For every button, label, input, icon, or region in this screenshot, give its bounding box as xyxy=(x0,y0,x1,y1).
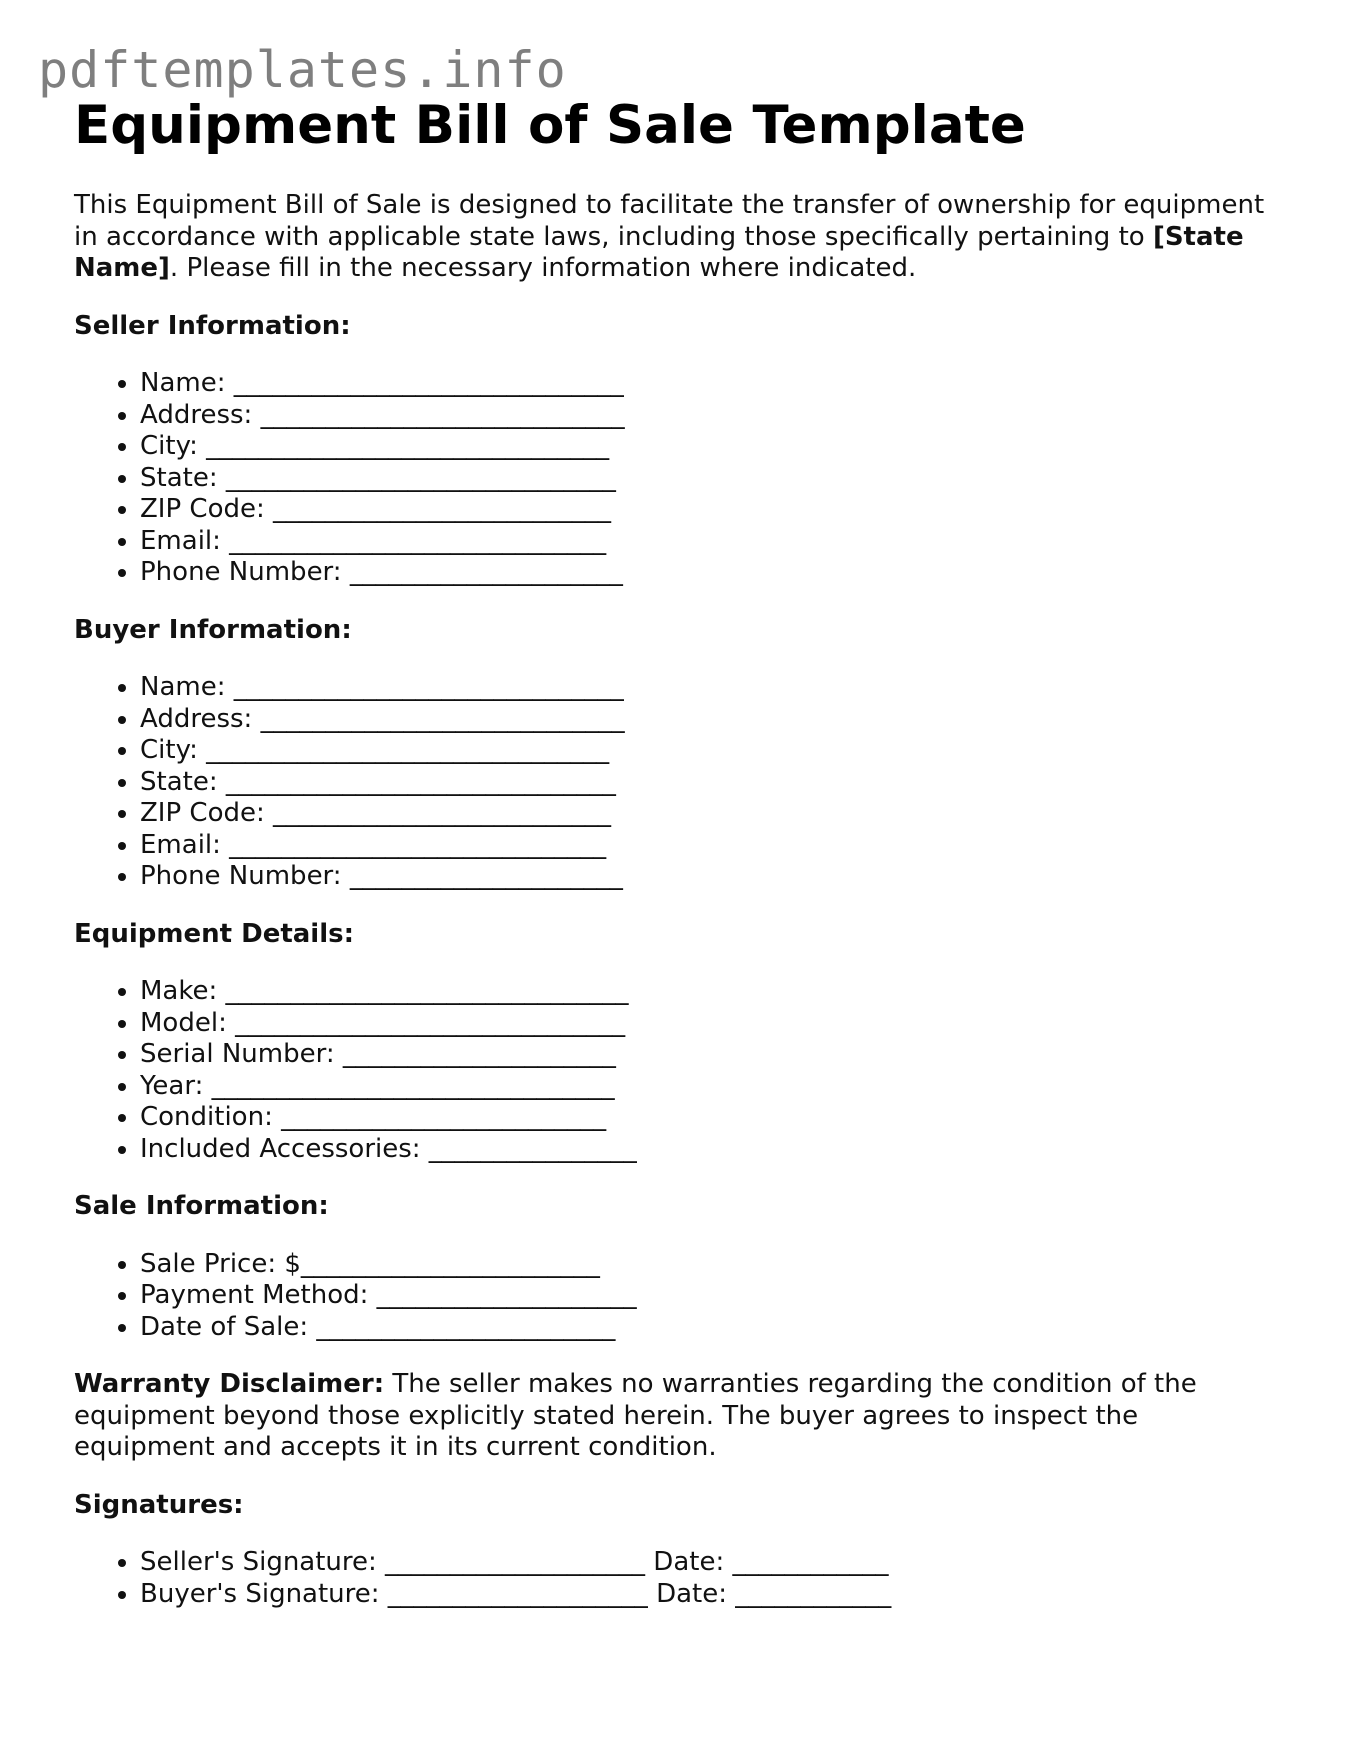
buyer-field-list xyxy=(74,672,1284,893)
seller-phone-field: • Phone Number: _____________________ xyxy=(140,557,1284,589)
warranty-label: Warranty Disclaimer: xyxy=(74,1369,385,1399)
warranty-text: The seller makes no warranties regarding the condition of the equipment beyond those explicitly stated herein. The buyer agrees to inspect the equipment and accepts it in its current condition. xyxy=(74,1369,1197,1462)
buyer-section-heading: Buyer Information: xyxy=(74,614,352,645)
intro-text-after: . Please fill in the necessary information where indicated. xyxy=(169,253,917,283)
equipment-make-field: • Make: _______________________________ xyxy=(140,976,1284,1008)
buyer-zip-field: • ZIP Code: __________________________ xyxy=(140,798,1284,830)
watermark: pdftemplates.info xyxy=(38,41,567,99)
signatures-section-heading: Signatures: xyxy=(74,1489,244,1520)
seller-field-list xyxy=(74,368,1284,589)
buyer-city-field: • City: _______________________________ xyxy=(140,735,1284,767)
intro-paragraph xyxy=(74,190,1284,285)
warranty-disclaimer xyxy=(74,1369,1284,1464)
buyer-signature-field: • Buyer's Signature: ____________________ Date: ____________ xyxy=(140,1579,1284,1611)
buyer-phone-field: • Phone Number: _____________________ xyxy=(140,861,1284,893)
page-title: Equipment Bill of Sale Template xyxy=(74,95,1026,156)
seller-city-field: • City: _______________________________ xyxy=(140,431,1284,463)
equipment-year-field: • Year: _______________________________ xyxy=(140,1071,1284,1103)
document-page xyxy=(74,90,1284,1610)
seller-email-field: • Email: _____________________________ xyxy=(140,526,1284,558)
seller-zip-field: • ZIP Code: __________________________ xyxy=(140,494,1284,526)
date-of-sale-field: • Date of Sale: _______________________ xyxy=(140,1312,1284,1344)
payment-method-field: • Payment Method: ____________________ xyxy=(140,1280,1284,1312)
equipment-model-field: • Model: ______________________________ xyxy=(140,1008,1284,1040)
buyer-state-field: • State: ______________________________ xyxy=(140,767,1284,799)
seller-address-field: • Address: ____________________________ xyxy=(140,400,1284,432)
seller-section-heading: Seller Information: xyxy=(74,310,351,341)
state-name-placeholder: [State Name] xyxy=(74,221,1244,283)
seller-name-field: • Name: ______________________________ xyxy=(140,368,1284,400)
sale-price-field: • Sale Price: $_______________________ xyxy=(140,1249,1284,1281)
buyer-email-field: • Email: _____________________________ xyxy=(140,830,1284,862)
equipment-condition-field: • Condition: _________________________ xyxy=(140,1102,1284,1134)
equipment-field-list xyxy=(74,976,1284,1165)
sale-section-heading: Sale Information: xyxy=(74,1191,329,1221)
equipment-serial-field: • Serial Number: _____________________ xyxy=(140,1039,1284,1071)
intro-text-before: This Equipment Bill of Sale is designed to facilitate the transfer of ownership for equipment in accordance with applicable state laws, including those specifically pertaining to xyxy=(74,190,1265,252)
seller-signature-field: • Seller's Signature: ____________________ Date: ____________ xyxy=(140,1547,1284,1579)
buyer-address-field: • Address: ____________________________ xyxy=(140,704,1284,736)
equipment-accessories-field: • Included Accessories: ________________ xyxy=(140,1134,1284,1166)
sale-field-list xyxy=(74,1249,1284,1344)
seller-state-field: • State: ______________________________ xyxy=(140,463,1284,495)
equipment-section-heading: Equipment Details: xyxy=(74,918,355,949)
signature-field-list xyxy=(74,1547,1284,1610)
buyer-name-field: • Name: ______________________________ xyxy=(140,672,1284,704)
